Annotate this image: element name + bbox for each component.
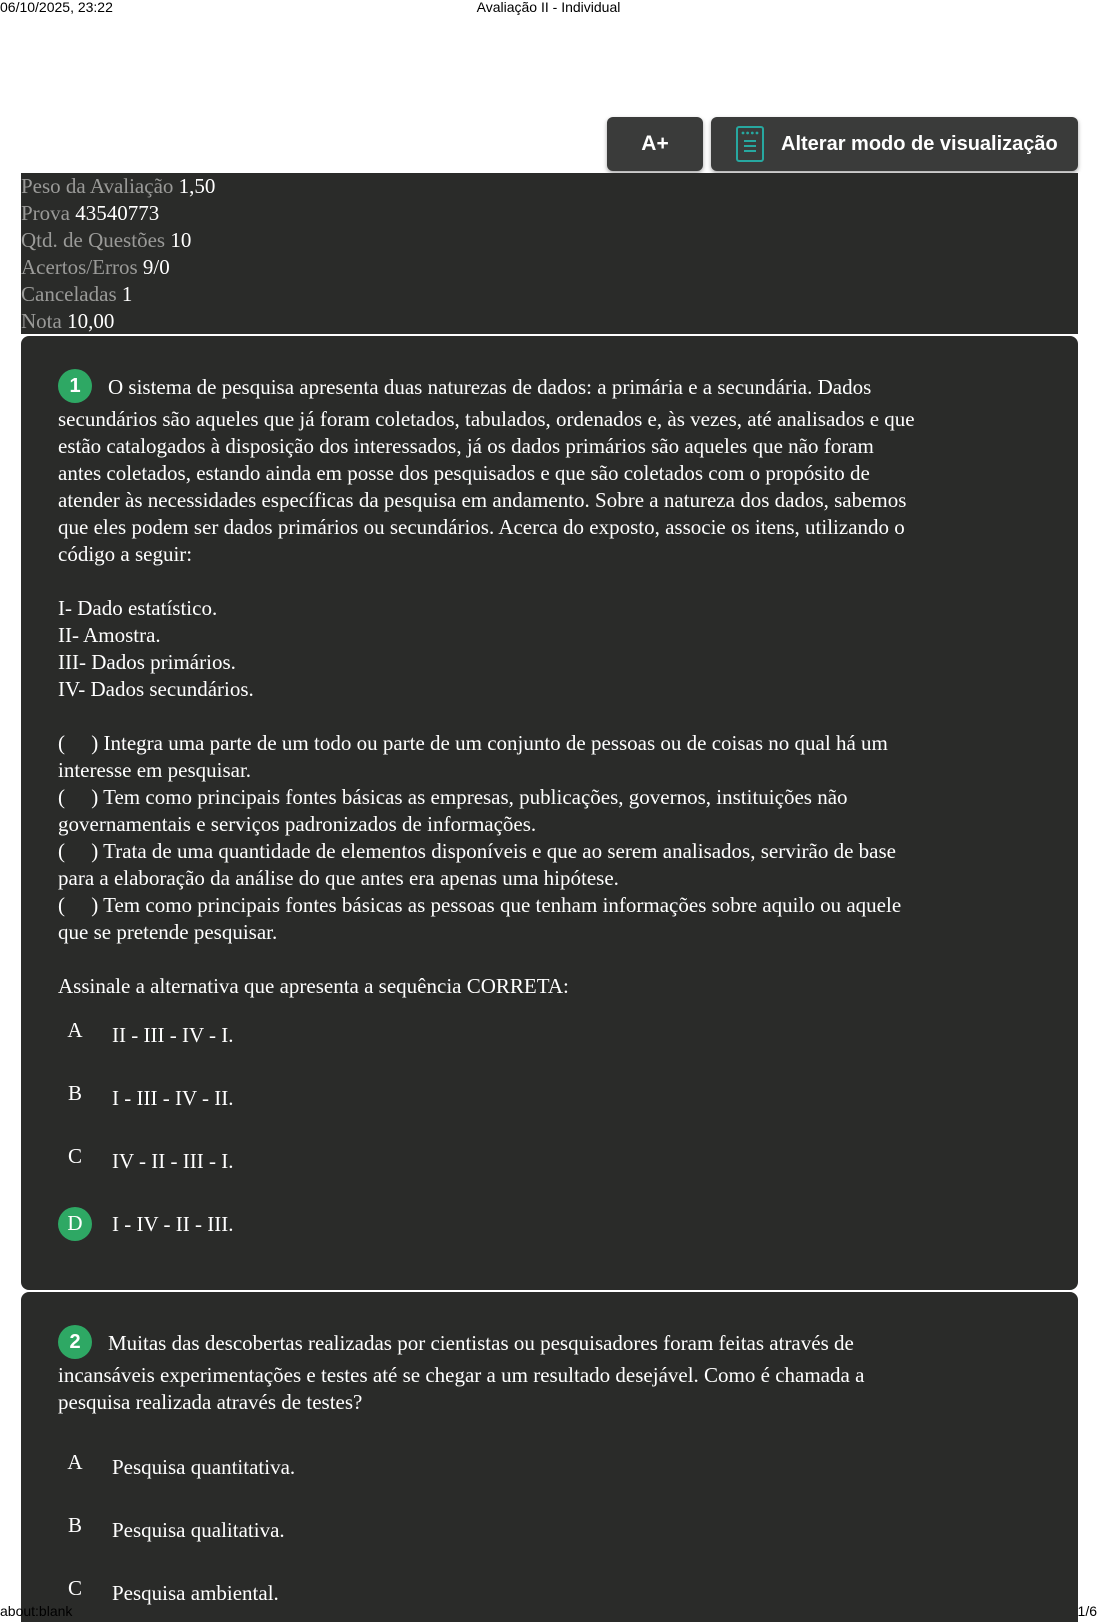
question-card-1 [21, 336, 1078, 1290]
option-text: Pesquisa qualitativa. [112, 1517, 285, 1542]
question-line: ( ) Integra uma parte de um todo ou parte de um conjunto de pessoas ou de coisas no qual há um [58, 731, 888, 755]
summary-row [21, 200, 1078, 227]
question-line: IV- Dados secundários. [58, 677, 254, 701]
question-line: Assinale a alternativa que apresenta a sequência CORRETA: [58, 974, 569, 998]
question-line: II- Amostra. [58, 623, 161, 647]
question-line: para a elaboração da análise do que antes era apenas uma hipótese. [58, 866, 619, 890]
option-letter: C [67, 1576, 82, 1600]
question-line: secundários são aqueles que já foram coletados, tabulados, ordenados e, às vezes, até analisados e que [58, 407, 915, 431]
summary-label: Prova [21, 201, 70, 225]
question-number-badge: 1 [58, 369, 92, 403]
print-page-title: Avaliação II - Individual [476, 0, 621, 15]
exam-summary [21, 173, 1078, 334]
question-line: pesquisa realizada através de testes? [58, 1390, 363, 1414]
question-line: incansáveis experimentações e testes até se chegar a um resultado desejável. Como é chamada a [58, 1363, 865, 1387]
question-line: governamentais e serviços padronizados de informações. [58, 812, 537, 836]
summary-row [21, 173, 1078, 200]
question-text-1 [58, 372, 1058, 1000]
summary-value: 10,00 [67, 309, 115, 333]
summary-value: 1,50 [178, 174, 216, 198]
question-line-text: O sistema de pesquisa apresenta duas naturezas de dados: a primária e a secundária. Dados [108, 374, 872, 399]
question-number-badge: 2 [58, 1325, 92, 1359]
question-line-text: Muitas das descobertas realizadas por cientistas ou pesquisadores foram feitas através de [108, 1330, 854, 1355]
option-text: Pesquisa quantitativa. [112, 1454, 296, 1479]
question-line: ( ) Tem como principais fontes básicas as pessoas que tenham informações sobre aquilo ou aquele [58, 893, 902, 917]
question-line: que se pretende pesquisar. [58, 920, 278, 944]
view-mode-label: Alterar modo de visualização [781, 132, 1058, 155]
view-mode-button[interactable] [711, 117, 1078, 171]
print-url: about:blank [0, 1603, 73, 1619]
correct-answer-badge: D [58, 1207, 92, 1241]
question-line: ( ) Trata de uma quantidade de elementos disponíveis e que ao serem analisados, servirão de base [58, 839, 897, 863]
question-line: ( ) Tem como principais fontes básicas as empresas, publicações, governos, instituições não [58, 785, 848, 809]
summary-row [21, 254, 1078, 281]
option-a[interactable] [58, 1018, 233, 1052]
question-card-2 [21, 1292, 1078, 1622]
question-line: interesse em pesquisar. [58, 758, 252, 782]
question-line [58, 568, 1058, 595]
print-datetime: 06/10/2025, 23:22 [0, 0, 113, 15]
question-line: III- Dados primários. [58, 650, 236, 674]
option-letter: B [67, 1081, 82, 1105]
option-text: I - IV - II - III. [112, 1211, 234, 1236]
summary-value: 9/0 [142, 255, 170, 279]
print-header [0, 0, 1097, 16]
summary-value: 10 [170, 228, 192, 252]
question-line [58, 946, 1058, 973]
option-b[interactable] [58, 1513, 285, 1547]
option-b[interactable] [58, 1081, 233, 1115]
question-line: que eles podem ser dados primários ou secundários. Acerca do exposto, associe os itens, utilizando o [58, 515, 905, 539]
summary-row [21, 227, 1078, 254]
option-text: II - III - IV - I. [112, 1022, 234, 1047]
summary-label: Qtd. de Questões [21, 228, 166, 252]
question-line: código a seguir: [58, 542, 193, 566]
summary-value: 43540773 [75, 201, 160, 225]
option-d-correct[interactable] [58, 1207, 233, 1241]
question-line [58, 372, 1058, 406]
question-line [58, 1328, 1058, 1362]
summary-label: Acertos/Erros [21, 255, 138, 279]
question-line: atender às necessidades específicas da pesquisa em andamento. Sobre a natureza dos dados, sabemos [58, 488, 907, 512]
question-text-2 [58, 1328, 1058, 1416]
summary-label: Canceladas [21, 282, 117, 306]
summary-row [21, 308, 1078, 335]
summary-row [21, 281, 1078, 308]
question-line: antes coletados, estando ainda em posse dos pesquisados e que são coletados com o propósito de [58, 461, 870, 485]
option-a[interactable] [58, 1450, 295, 1484]
option-text: Pesquisa ambiental. [112, 1580, 279, 1605]
summary-value: 1 [121, 282, 133, 306]
option-text: I - III - IV - II. [112, 1085, 234, 1110]
question-line: I- Dado estatístico. [58, 596, 218, 620]
question-line: estão catalogados à disposição dos interessados, já os dados primários são aqueles que não foram [58, 434, 874, 458]
document-icon [735, 125, 765, 163]
option-letter: A [67, 1018, 83, 1042]
summary-label: Nota [21, 309, 62, 333]
option-letter: C [67, 1144, 82, 1168]
print-footer [0, 1603, 1097, 1621]
question-line [58, 703, 1058, 730]
font-increase-button[interactable]: A+ [607, 117, 703, 171]
option-letter: A [67, 1450, 83, 1474]
option-letter: B [67, 1513, 82, 1537]
option-text: IV - II - III - I. [112, 1148, 234, 1173]
option-c[interactable] [58, 1144, 233, 1178]
print-page-number: 1/6 [1077, 1603, 1097, 1619]
summary-label: Peso da Avaliação [21, 174, 174, 198]
